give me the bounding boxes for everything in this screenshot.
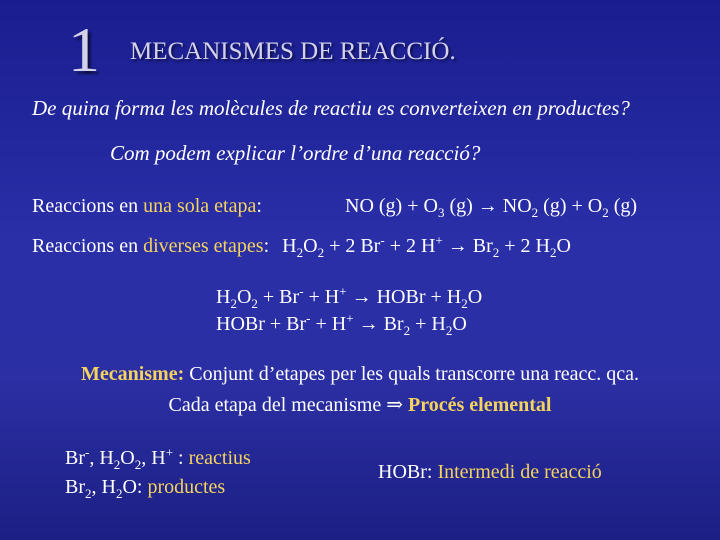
step-2-equation: HOBr + $Br^- + H^+ \to Br_2 + H_2O$ bbox=[216, 310, 467, 338]
arrow-icon: → bbox=[358, 313, 379, 335]
slide-title: MECANISMES DE REACCIÓ. bbox=[130, 38, 456, 65]
definition-line-2 bbox=[0, 392, 720, 417]
single-step-label bbox=[32, 195, 262, 218]
intermediate-line bbox=[378, 461, 602, 484]
multi-step-label-suffix: : bbox=[263, 235, 270, 257]
intermediate-label: Intermedi de reacció bbox=[437, 461, 602, 483]
single-step-equation: NO $(g) + O_3$ $(g) \to NO_2$ $(g) + O_2$ (g) bbox=[345, 195, 638, 220]
intermediate-species: HOBr: bbox=[378, 461, 438, 483]
definition-highlight: Procés elemental bbox=[402, 394, 552, 416]
single-step-label-suffix: : bbox=[256, 195, 262, 217]
implies-arrow-icon: ⇒ bbox=[386, 394, 403, 416]
definition-line-1 bbox=[0, 363, 720, 386]
products-label: productes bbox=[147, 476, 226, 498]
definition-term: Mecanisme: bbox=[80, 363, 185, 385]
arrow-icon: → bbox=[477, 195, 498, 217]
slide-number: 1 bbox=[68, 14, 100, 85]
arrow-icon: → bbox=[351, 286, 372, 308]
single-step-label-highlight: una sola etapa bbox=[143, 195, 257, 217]
definition-line2-prefix: Cada etapa del mecanisme bbox=[168, 394, 387, 416]
reactants-label: reactius bbox=[188, 447, 251, 469]
multi-step-line bbox=[32, 232, 571, 260]
multi-step-label-prefix: Reaccions en bbox=[32, 235, 144, 257]
definition-text: Conjunt d’etapes per les quals transcorre una reacc. qca. bbox=[184, 363, 640, 385]
multi-step-label-highlight: diverses etapes bbox=[143, 235, 264, 257]
question-1: De quina forma les molècules de reactiu es converteixen en productes? bbox=[32, 96, 630, 120]
single-step-label-prefix: Reaccions en bbox=[32, 195, 144, 217]
reactants-line: Br-, $H_2O_2$, H+ : reactius bbox=[65, 444, 251, 472]
step-1-equation: $H_2O_2 + Br^- + H^+$ → HOBr + $H_2O$ bbox=[216, 283, 483, 311]
arrow-icon: → bbox=[447, 235, 468, 257]
question-2: Com podem explicar l’ordre d’una reacció? bbox=[110, 141, 481, 165]
multi-step-equation: $H_2O_2 + 2$ Br- + 2 $H^+ \to Br_2 + 2$ $H_2O$ bbox=[282, 232, 571, 260]
products-line: $Br_2$, $H_2O$: productes bbox=[65, 476, 226, 501]
